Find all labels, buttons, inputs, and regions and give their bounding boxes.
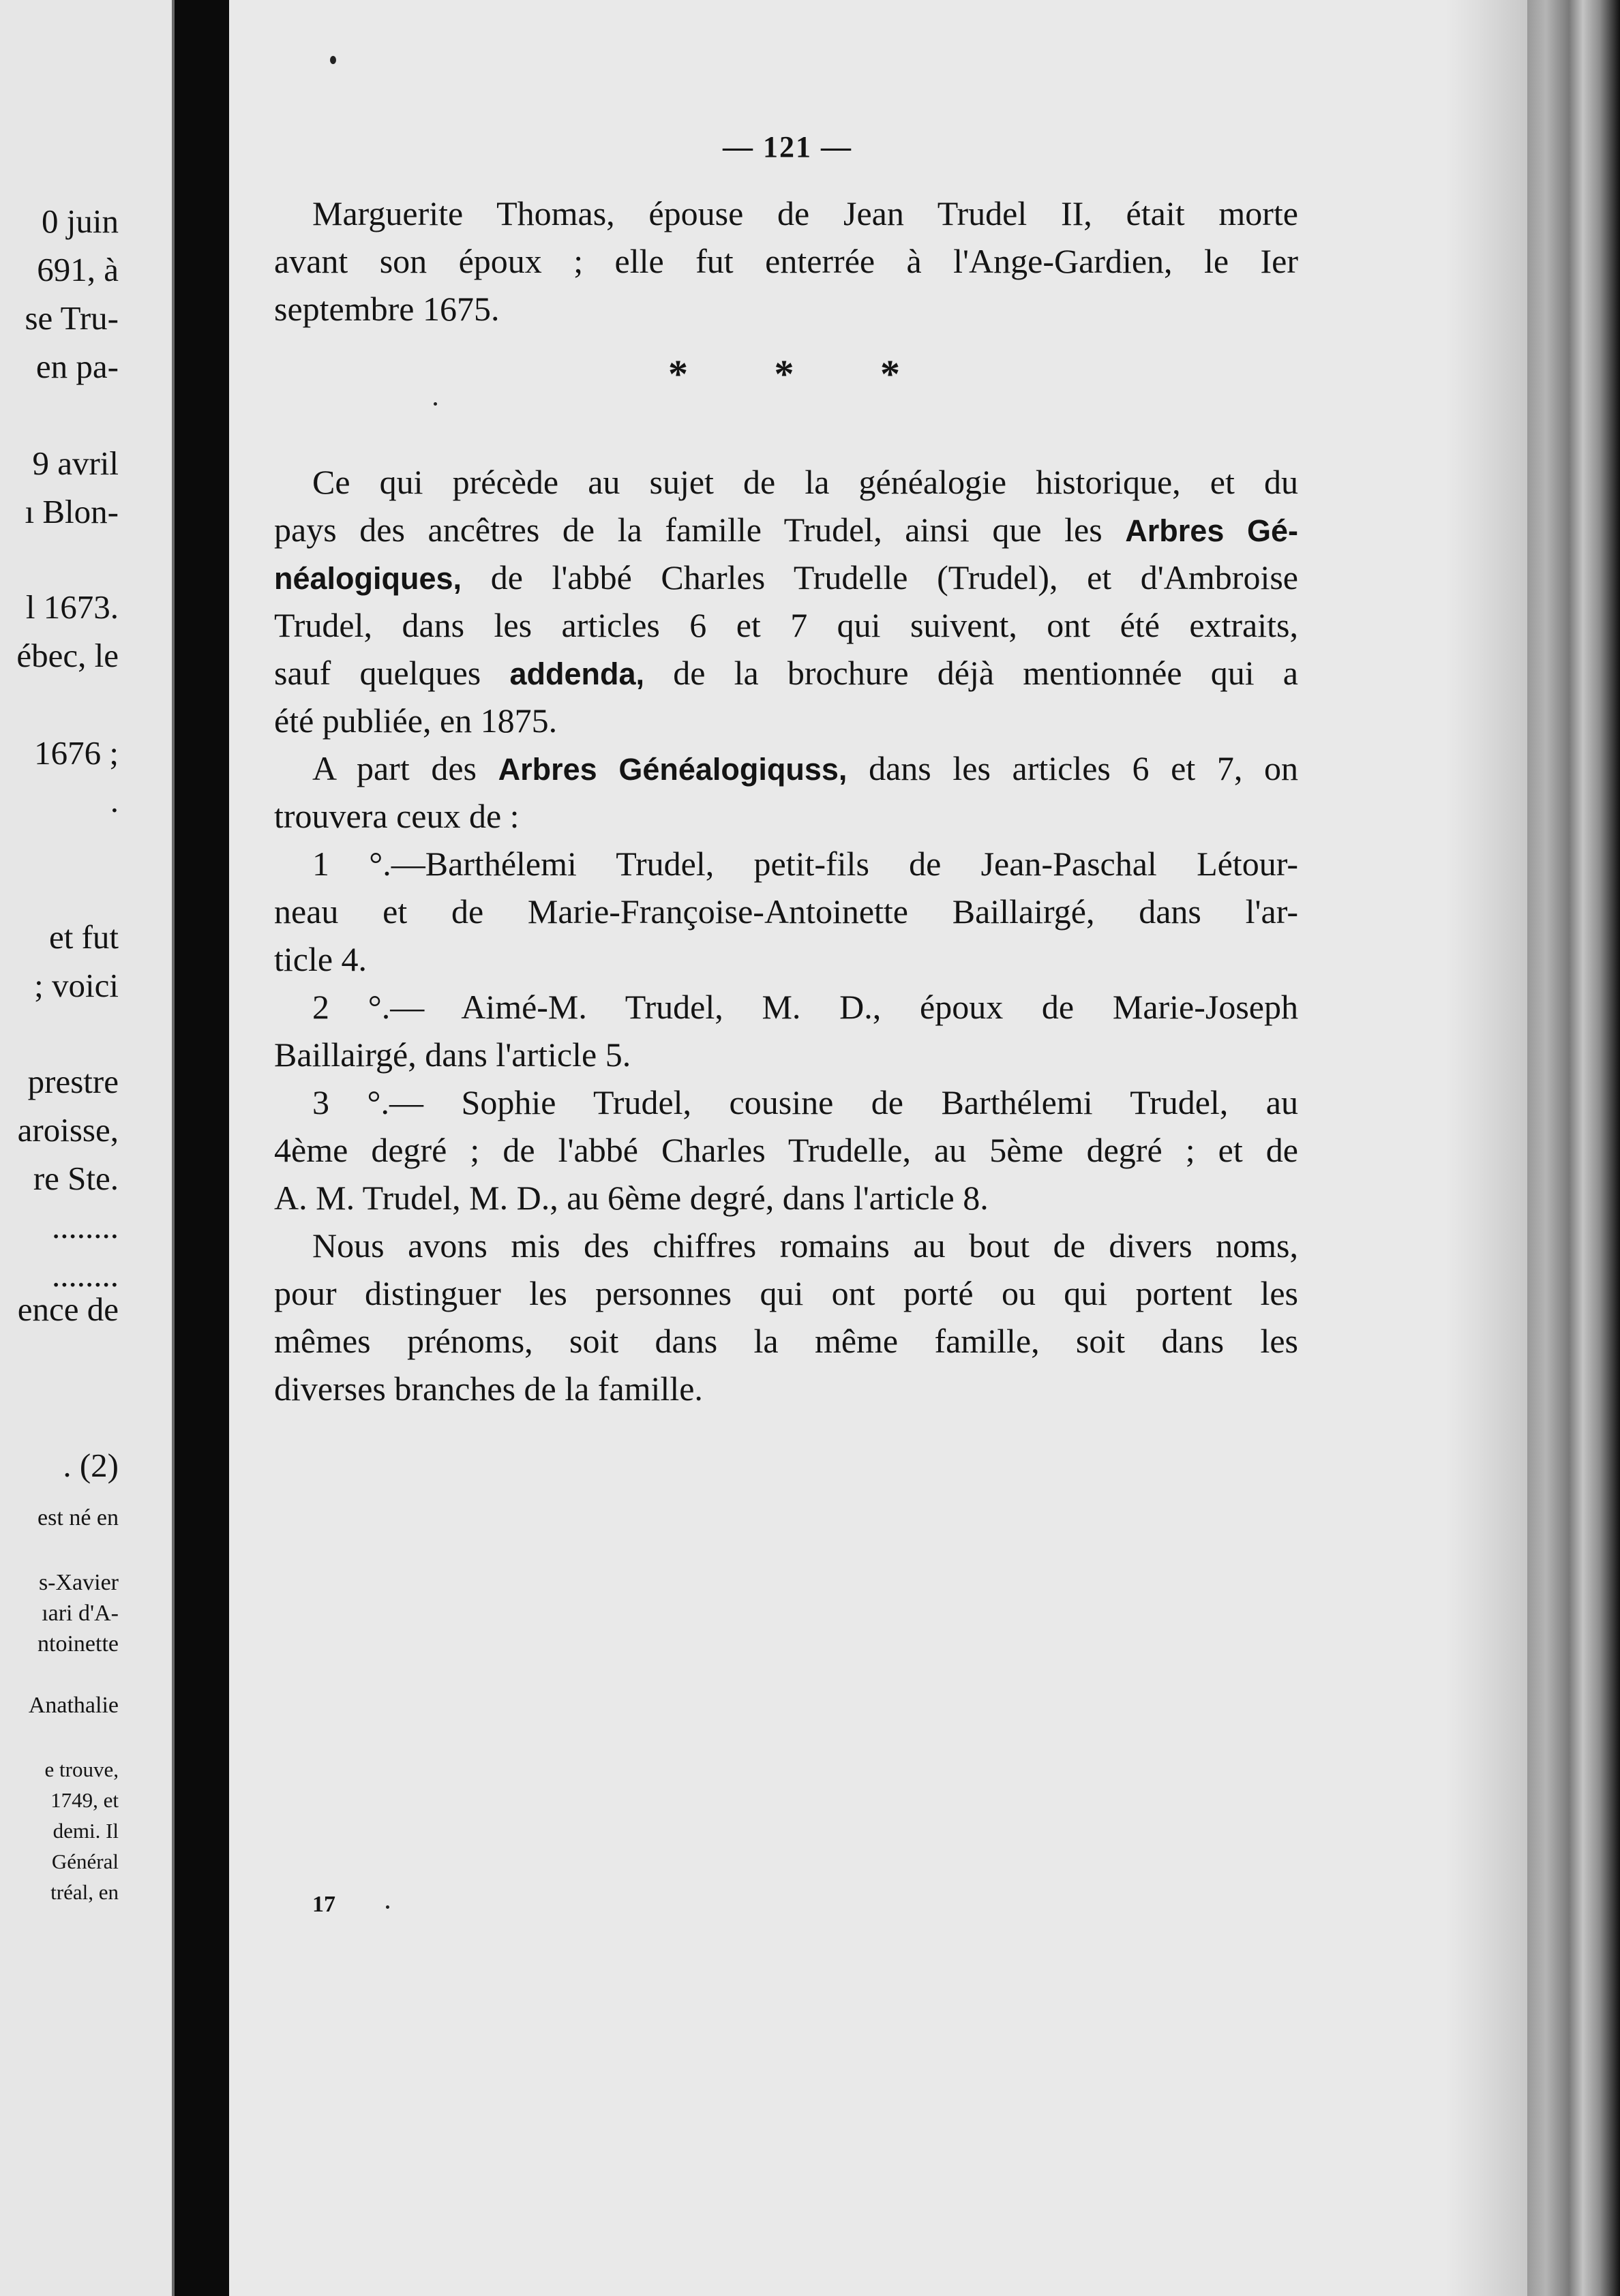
bold-term: addenda, [509,656,644,691]
book-gutter [175,0,229,2296]
text-run: dans les articles 6 et 7, on [847,749,1299,787]
separator-star: * [880,352,900,396]
bold-term: Arbres Généalogiquss, [498,752,847,787]
left-line: tréal, en [50,1880,119,1904]
left-line: 9 avril [32,444,119,482]
ink-speck [386,1905,389,1909]
left-line: aroisse, [17,1111,119,1149]
text-line: Ce qui précède au sujet de la généalogie historique, et du [312,463,1298,501]
ink-speck [434,402,437,406]
left-line: ........ [52,1208,119,1245]
list-item-line: 2 °.— Aimé-M. Trudel, M. D., époux de Marie-Joseph [312,988,1298,1026]
left-line: . [110,782,119,819]
bold-term: Arbres Gé- [1125,513,1298,548]
left-line: et fut [48,918,119,956]
left-line: 0 juin [42,202,119,240]
left-line: . (2) [63,1447,119,1484]
left-line: ence de [17,1290,119,1328]
left-line: 1676 ; [34,734,119,772]
left-line: prestre [27,1063,119,1100]
separator-star: * [668,352,688,396]
text-line: pour distinguer les personnes qui ont porté ou qui portent les [274,1274,1298,1312]
left-line: en pa- [35,348,119,385]
list-item-line: 4ème degré ; de l'abbé Charles Trudelle, au 5ème degré ; et de [274,1131,1298,1169]
text-line [274,744,1298,792]
left-line: ı Blon- [25,493,119,530]
left-line: 1749, et [50,1788,119,1812]
section-separator [668,354,900,394]
text-run: pays des ancêtres de la famille Trudel, ainsi que les [274,511,1126,549]
text-run: A part des [312,749,498,787]
left-line: ........ [52,1256,119,1294]
text-run: sauf quelques [274,654,510,692]
left-line: se Tru- [25,299,119,337]
signature-mark: 17 [312,1892,335,1917]
main-text [274,458,1298,1413]
bold-term: néalogiques, [274,561,462,596]
text-line: Trudel, dans les articles 6 et 7 qui suivent, ont été extraits, [274,606,1298,644]
text-line: Nous avons mis des chiffres romains au bout de divers noms, [312,1226,1298,1265]
left-line: est né en [38,1505,119,1530]
text-line [274,506,1298,554]
text-line: mêmes prénoms, soit dans la même famille, soit dans les [274,1322,1298,1360]
left-line: ıari d'A- [42,1601,119,1626]
paragraph-marguerite-thomas [274,190,1298,333]
list-item-line: Baillairgé, dans l'article 5. [274,1036,631,1074]
text-line: Marguerite Thomas, épouse de Jean Trudel II, était morte [312,194,1298,232]
left-line: 691, à [37,251,119,288]
text-line: été publiée, en 1875. [274,701,558,740]
list-item-line: ticle 4. [274,940,368,978]
left-line: ; voici [34,967,119,1004]
list-item-line: 1 °.—Barthélemi Trudel, petit-fils de Jean-Paschal Létour- [312,845,1298,883]
left-line: ébec, le [16,637,119,674]
left-line: e trouve, [44,1757,119,1781]
page-number: — 121 — [723,130,852,164]
text-line: septembre 1675. [274,290,500,328]
text-run: de l'abbé Charles Trudelle (Trudel), et d'Ambroise [462,558,1298,596]
list-item-line: neau et de Marie-Françoise-Antoinette Baillairgé, dans l'ar- [274,892,1298,931]
text-line: trouvera ceux de : [274,797,520,835]
page-shadow [1445,0,1527,2296]
text-line: avant son époux ; elle fut enterrée à l'Ange-Gardien, le Ier [274,242,1298,280]
left-line: re Ste. [33,1160,119,1197]
left-line: Général [51,1849,119,1873]
left-line: l 1673. [25,588,119,626]
previous-page-fragment [0,0,175,2296]
left-line: s-Xavier [38,1570,119,1595]
list-item-line: 3 °.— Sophie Trudel, cousine de Barthélemi Trudel, au [312,1083,1298,1121]
left-line: demi. Il [52,1819,119,1843]
left-line: ntoinette [38,1631,119,1657]
separator-star: * [774,352,794,396]
list-item-line: A. M. Trudel, M. D., au 6ème degré, dans l'article 8. [274,1179,989,1217]
text-run: de la brochure déjà mentionnée qui a [644,654,1298,692]
text-line: diverses branches de la famille. [274,1370,703,1408]
page-stack-edge [1527,0,1620,2296]
text-line [274,554,1298,601]
text-line [274,649,1298,697]
left-line: Anathalie [28,1693,119,1718]
ink-speck [330,56,336,64]
